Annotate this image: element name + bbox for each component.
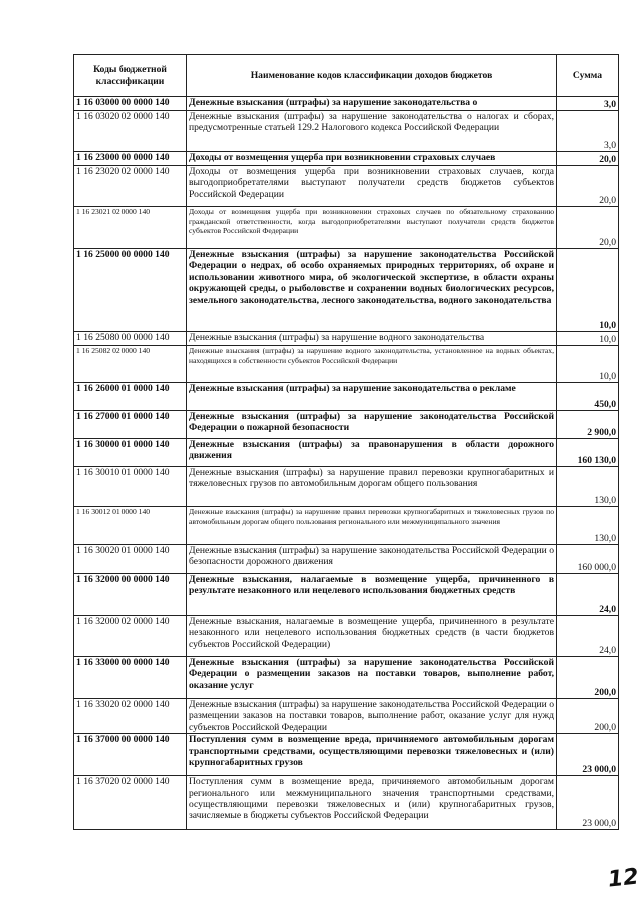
row-code: 1 16 30010 01 0000 140 [74, 467, 187, 507]
row-amount: 2 900,0 [557, 411, 619, 439]
row-amount: 23 000,0 [557, 734, 619, 776]
table-row [74, 657, 619, 699]
row-name: Денежные взыскания (штрафы) за нарушение законодательства Российской Федерации о размещении заказов на поставки товаров, выполнение работ, оказание услуг [187, 657, 557, 699]
row-amount: 3,0 [557, 111, 619, 152]
table-row [74, 383, 619, 411]
row-name: Денежные взыскания (штрафы) за нарушение законодательства Российской Федерации о размещении заказов на поставки товаров, выполнение работ, оказание услуг для нужд субъектов Российской Федерации [187, 699, 557, 734]
table-header-row [74, 55, 619, 97]
table-row [74, 776, 619, 830]
row-code: 1 16 32000 02 0000 140 [74, 616, 187, 657]
row-name: Денежные взыскания (штрафы) за нарушение законодательства о рекламе [187, 383, 557, 411]
table-row [74, 699, 619, 734]
table-body [74, 97, 619, 830]
row-name: Денежные взыскания, налагаемые в возмещение ущерба, причиненного в результате незаконного или нецелевого использования бюджетных средств [187, 574, 557, 616]
row-code: 1 16 26000 01 0000 140 [74, 383, 187, 411]
table-row [74, 545, 619, 574]
table-row [74, 346, 619, 383]
table-row [74, 111, 619, 152]
row-amount: 200,0 [557, 699, 619, 734]
row-name: Денежные взыскания (штрафы) за нарушение законодательства о налогах и сборах, предусмотренные статьей 129.2 Налогового кодекса Российской Федерации [187, 111, 557, 152]
row-amount: 450,0 [557, 383, 619, 411]
row-amount: 10,0 [557, 346, 619, 383]
row-amount: 20,0 [557, 207, 619, 249]
header-code: Коды бюджетной классификации [74, 55, 187, 97]
row-name: Денежные взыскания (штрафы) за нарушение законодательства Российской Федерации о пожарной безопасности [187, 411, 557, 439]
row-code: 1 16 30000 01 0000 140 [74, 439, 187, 467]
row-amount: 160 000,0 [557, 545, 619, 574]
table-row [74, 332, 619, 346]
table-row [74, 166, 619, 207]
row-amount: 20,0 [557, 166, 619, 207]
row-name: Доходы от возмещения ущерба при возникновении страховых случаев, когда выгодоприобретателями выступают получатели средств бюджетов субъектов Российской Федерации [187, 166, 557, 207]
row-code: 1 16 30020 01 0000 140 [74, 545, 187, 574]
row-code: 1 16 03020 02 0000 140 [74, 111, 187, 152]
page-number: 12 [606, 864, 640, 893]
table-row [74, 616, 619, 657]
revenue-classification-table [73, 54, 619, 830]
row-name: Доходы от возмещения ущерба при возникновении страховых случаев [187, 152, 557, 166]
row-code: 1 16 25082 02 0000 140 [74, 346, 187, 383]
row-name: Доходы от возмещения ущерба при возникновении страховых случаев по обязательному страхованию гражданской ответственности, когда выгодоприобретателями выступают получатели средств бюджетов субъектов Российской Федерации [187, 207, 557, 249]
row-code: 1 16 23000 00 0000 140 [74, 152, 187, 166]
row-name: Денежные взыскания, налагаемые в возмещение ущерба, причиненного в результате незаконного или нецелевого использования бюджетных средств (в части бюджетов субъектов Российской Федерации) [187, 616, 557, 657]
row-name: Поступления сумм в возмещение вреда, причиняемого автомобильным дорогам транспортными средствами, осуществляющими перевозки тяжеловесных и (или) крупногабаритных грузов [187, 734, 557, 776]
row-name: Денежные взыскания (штрафы) за нарушение законодательства Российской Федерации о недрах, об особо охраняемых природных территориях, об охране и использовании животного мира, об экологической экспертизе, в области охраны окружающей среды, о рыболовстве и сохранении водных биологических ресурсов, земельного законодательства, лесного законодательства, водного законодательства [187, 249, 557, 332]
row-name: Денежные взыскания (штрафы) за нарушение законодательства Российской Федерации о безопасности дорожного движения [187, 545, 557, 574]
table-row [74, 574, 619, 616]
row-amount: 130,0 [557, 467, 619, 507]
row-amount: 24,0 [557, 616, 619, 657]
row-amount: 200,0 [557, 657, 619, 699]
table-row [74, 249, 619, 332]
row-code: 1 16 27000 01 0000 140 [74, 411, 187, 439]
row-code: 1 16 32000 00 0000 140 [74, 574, 187, 616]
header-sum: Сумма [557, 55, 619, 97]
table-row [74, 152, 619, 166]
row-code: 1 16 37000 00 0000 140 [74, 734, 187, 776]
row-amount: 3,0 [557, 97, 619, 111]
row-code: 1 16 25080 00 0000 140 [74, 332, 187, 346]
row-amount: 10,0 [557, 332, 619, 346]
row-amount: 130,0 [557, 507, 619, 545]
row-code: 1 16 30012 01 0000 140 [74, 507, 187, 545]
row-amount: 20,0 [557, 152, 619, 166]
row-code: 1 16 33000 00 0000 140 [74, 657, 187, 699]
row-code: 1 16 23020 02 0000 140 [74, 166, 187, 207]
row-code: 1 16 33020 02 0000 140 [74, 699, 187, 734]
table-row [74, 97, 619, 111]
row-code: 1 16 03000 00 0000 140 [74, 97, 187, 111]
row-amount: 160 130,0 [557, 439, 619, 467]
table-row [74, 411, 619, 439]
table-row [74, 467, 619, 507]
table-row [74, 734, 619, 776]
row-amount: 10,0 [557, 249, 619, 332]
row-amount: 23 000,0 [557, 776, 619, 830]
row-name: Поступления сумм в возмещение вреда, причиняемого автомобильным дорогам регионального или межмуниципального значения транспортными средствами, осуществляющими перевозки тяжеловесных и (или) крупногабаритных грузов, зачисляемые в бюджеты субъектов Российской Федерации [187, 776, 557, 830]
row-name: Денежные взыскания (штрафы) за нарушение правил перевозки крупногабаритных и тяжеловесных грузов по автомобильным дорогам общего пользования регионального или межмуниципального значения [187, 507, 557, 545]
table-row [74, 439, 619, 467]
row-name: Денежные взыскания (штрафы) за нарушение законодательства о [187, 97, 557, 111]
row-code: 1 16 37020 02 0000 140 [74, 776, 187, 830]
row-name: Денежные взыскания (штрафы) за нарушение правил перевозки крупногабаритных и тяжеловесных грузов по автомобильным дорогам общего пользования [187, 467, 557, 507]
row-code: 1 16 25000 00 0000 140 [74, 249, 187, 332]
row-name: Денежные взыскания (штрафы) за нарушение водного законодательства, установленное на водных объектах, находящихся в собственности субъектов Российской Федерации [187, 346, 557, 383]
table-row [74, 507, 619, 545]
row-code: 1 16 23021 02 0000 140 [74, 207, 187, 249]
header-name: Наименование кодов классификации доходов бюджетов [187, 55, 557, 97]
row-amount: 24,0 [557, 574, 619, 616]
table-row [74, 207, 619, 249]
row-name: Денежные взыскания (штрафы) за правонарушения в области дорожного движения [187, 439, 557, 467]
row-name: Денежные взыскания (штрафы) за нарушение водного законодательства [187, 332, 557, 346]
